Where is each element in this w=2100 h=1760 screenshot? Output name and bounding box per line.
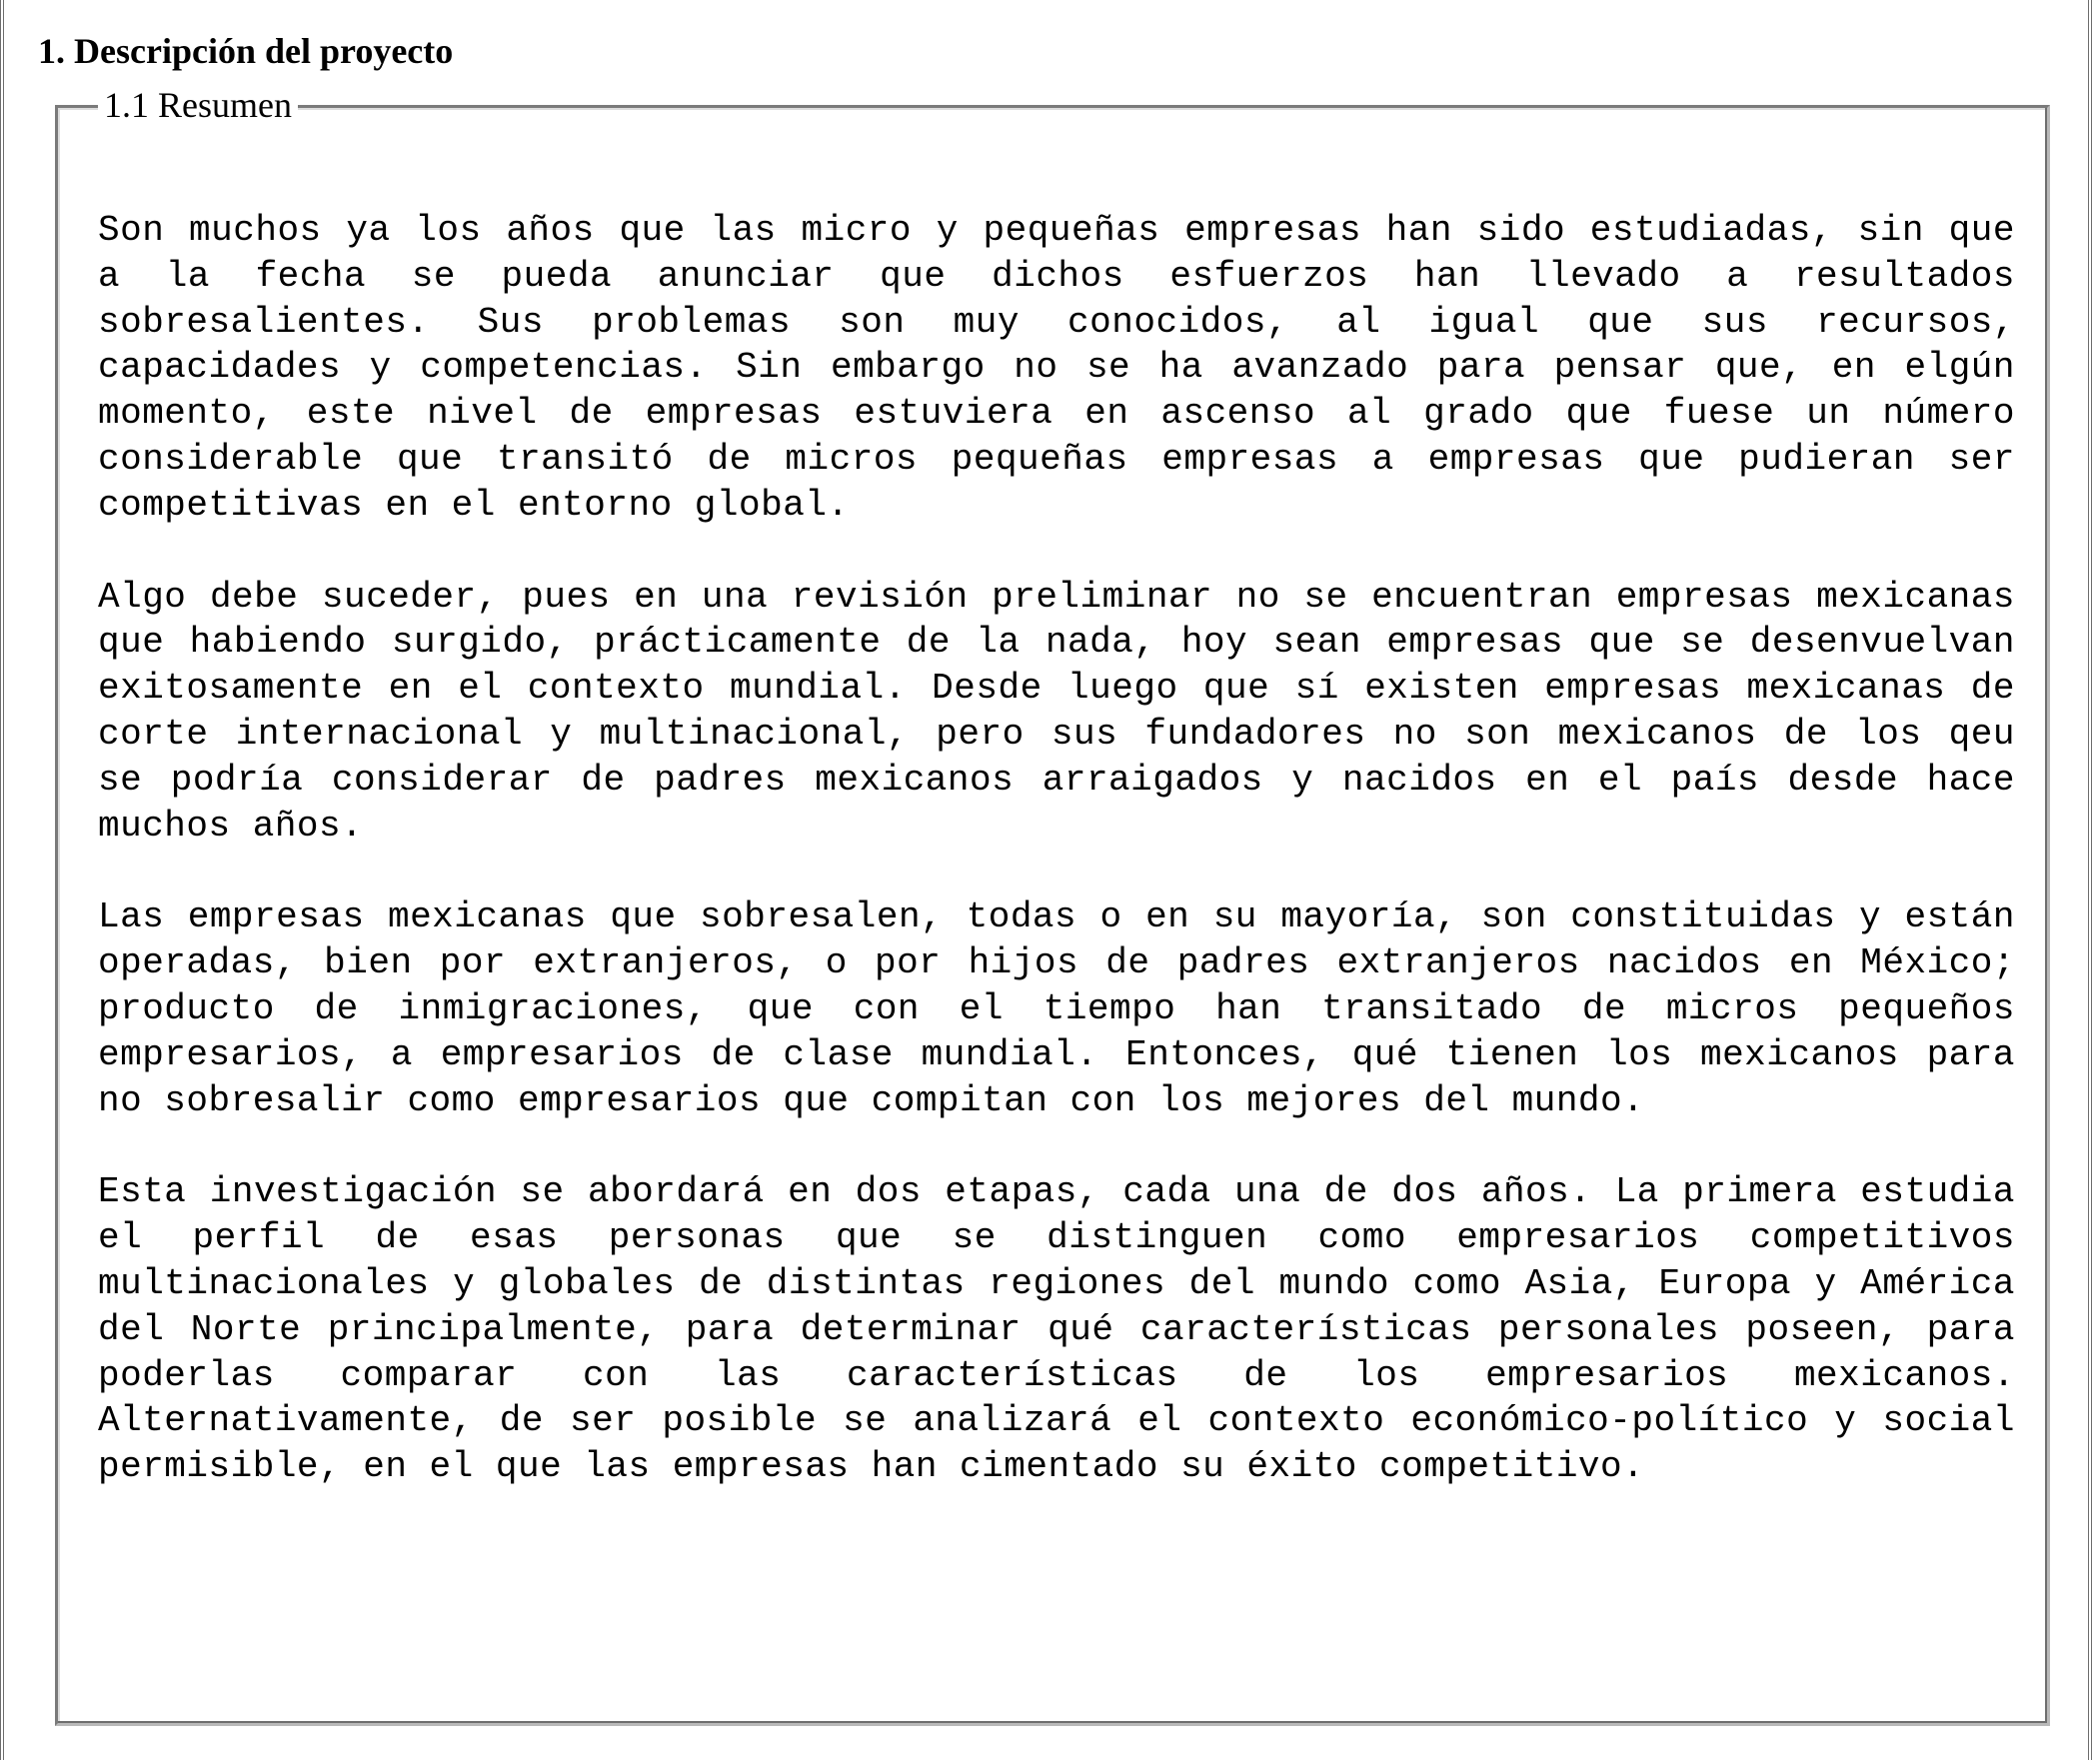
summary-content [98,208,2015,1490]
paragraph: Algo debe suceder, pues en una revisión preliminar no se encuentran empresas mexicanas que habiendo surgido, prácticamente de la nada, hoy sean empresas que se desenvuelvan exitosamente en el contexto mundial. Desde luego que sí existen empresas mexicanas de corte internacional y multinacional, pero sus fundadores no son mexicanos de los qeu se podría considerar de padres mexicanos arraigados y nacidos en el país desde hace muchos años. [98,576,2015,847]
fieldset-legend: 1.1 Resumen [98,82,298,128]
paragraph: Las empresas mexicanas que sobresalen, todas o en su mayoría, son constituidas y están operadas, bien por extranjeros, o por hijos de padres extranjeros nacidos en México; producto de inmigraciones, que con el tiempo han transitado de micros pequeños empresarios, a empresarios de clase mundial. Entonces, qué tienen los mexicanos para no sobresalir como empresarios que compitan con los mejores del mundo. [98,896,2015,1121]
section-title: 1. Descripción del proyecto [38,31,454,71]
summary-fieldset [55,85,2050,1726]
paragraph: Son muchos ya los años que las micro y pequeñas empresas han sido estudiadas, sin que a la fecha se pueda anunciar que dichos esfuerzos han llevado a resultados sobresalientes. Sus problemas son muy conocidos, al igual que sus recursos, capacidades y competencias. Sin embargo no se ha avanzado para pensar que, en elgún momento, este nivel de empresas estuviera en ascenso al grado que fuese un número considerable que transitó de micros pequeñas empresas a empresas que pudieran ser competitivas en el entorno global. [98,210,2015,526]
paragraph: Esta investigación se abordará en dos etapas, cada una de dos años. La primera estudia el perfil de esas personas que se distinguen como empresarios competitivos multinacionales y globales de distintas regiones del mundo como Asia, Europa y América del Norte principalmente, para determinar qué características personales poseen, para poderlas comparar con las características de los empresarios mexicanos. Alternativamente, de ser posible se analizará el contexto económico-político y social permisible, en el que las empresas han cimentado su éxito competitivo. [98,1171,2015,1488]
